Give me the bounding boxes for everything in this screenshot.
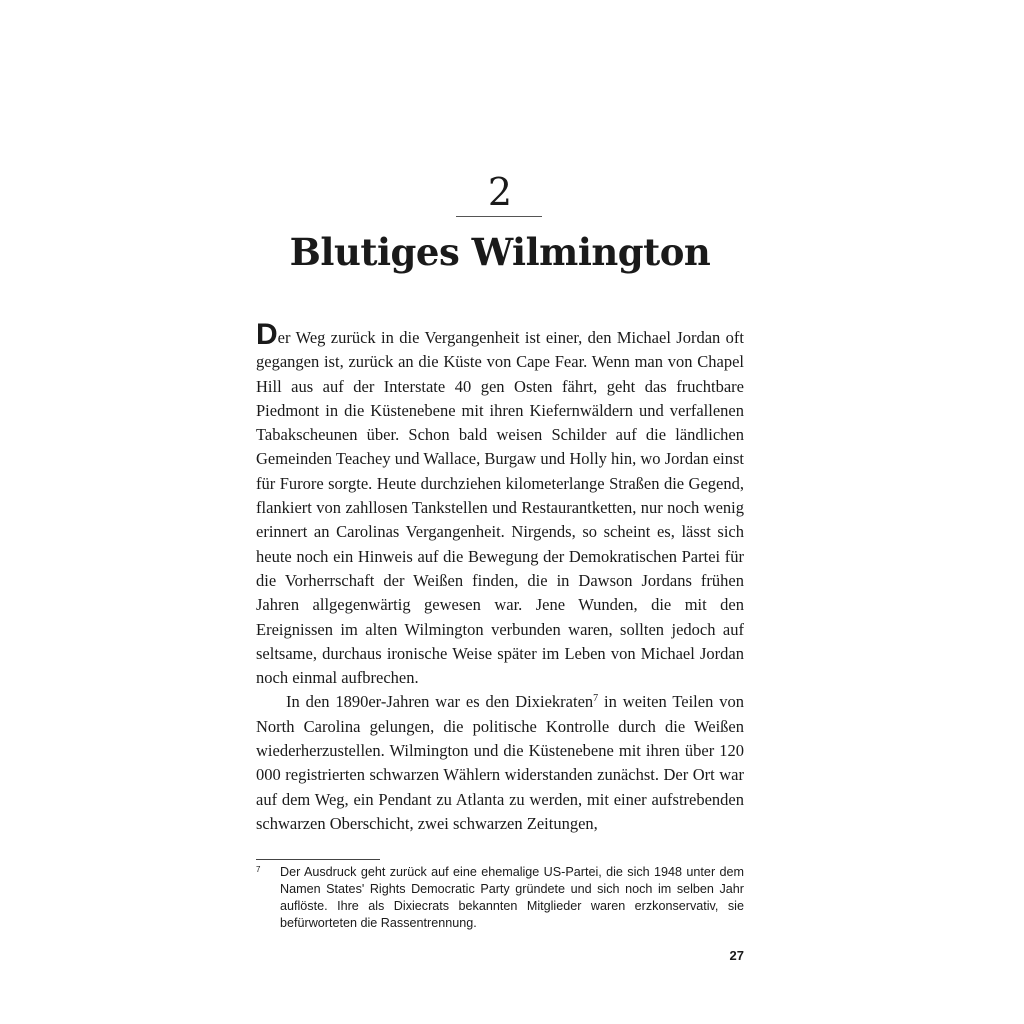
footnote-marker: 7: [256, 865, 261, 874]
body-text: [256, 318, 744, 836]
chapter-title: Blutiges Wilmington: [289, 230, 711, 274]
footnote-text: Der Ausdruck geht zurück auf eine ehemalige US-Partei, die sich 1948 unter dem Namen States' Rights Democratic Party gründete und sich noch im selben Jahr auflöste. Ihre als Dixiecrats bekannten Mitglieder waren erzkonservativ, sie befürworteten die Rassentrennung.: [280, 865, 744, 930]
drop-cap: D: [256, 318, 278, 351]
page-number: 27: [729, 948, 744, 963]
paragraph-1: [256, 318, 744, 690]
footnote-reference[interactable]: 7: [593, 693, 599, 705]
paragraph-2-rest: in weiten Teilen von North Carolina gelungen, die politische Kontrolle durch die Weißen wiederherzustellen. Wilmington und die Küstenebene mit ihren über 120 000 registrierten schwarzen Wählern widerstanden zunächst. Der Ort war auf dem Weg, ein Pendant zu Atlanta zu werden, mit einer aufstrebenden schwarzen Oberschicht, zwei schwarzen Zeitungen,: [256, 692, 744, 833]
footnote: [256, 864, 744, 932]
paragraph-2-start: In den 1890er-Jahren war es den Dixiekraten: [286, 692, 594, 712]
chapter-divider: [456, 216, 542, 217]
chapter-number: 2: [487, 170, 513, 214]
paragraph-1-text: er Weg zurück in die Vergangenheit ist einer, den Michael Jordan oft gegangen ist, zurück an die Küste von Cape Fear. Wenn man von Chapel Hill aus auf der Interstate 40 gen Osten fährt, geht das fruchtbare Piedmont in die Küstenebene mit ihren Kiefernwäldern und verfallenen Tabakscheunen über. Schon bald weisen Schilder auf die ländlichen Gemeinden Teachey und Wallace, Burgaw und Holly hin, wo Jordan einst für Furore sorgte. Heute durchziehen kilometerlange Straßen die Gegend, flankiert von zahllosen Tankstellen und Restaurantketten, nur noch wenig erinnert an Carolinas Vergangenheit. Nirgends, so scheint es, lässt sich heute noch ein Hinweis auf die Bewegung der Demokratischen Partei für die Vorherrschaft der Weißen finden, die in Dawson Jordans frühen Jahren allgegenwärtig gewesen war. Jene Wunden, die mit den Ereignissen im alten Wilmington verbunden waren, sollten jedoch auf seltsame, durchaus ironische Weise später im Leben von Michael Jordan noch einmal aufbrechen.: [256, 328, 744, 688]
paragraph-2: [256, 690, 744, 836]
footnote-divider: [256, 859, 380, 860]
